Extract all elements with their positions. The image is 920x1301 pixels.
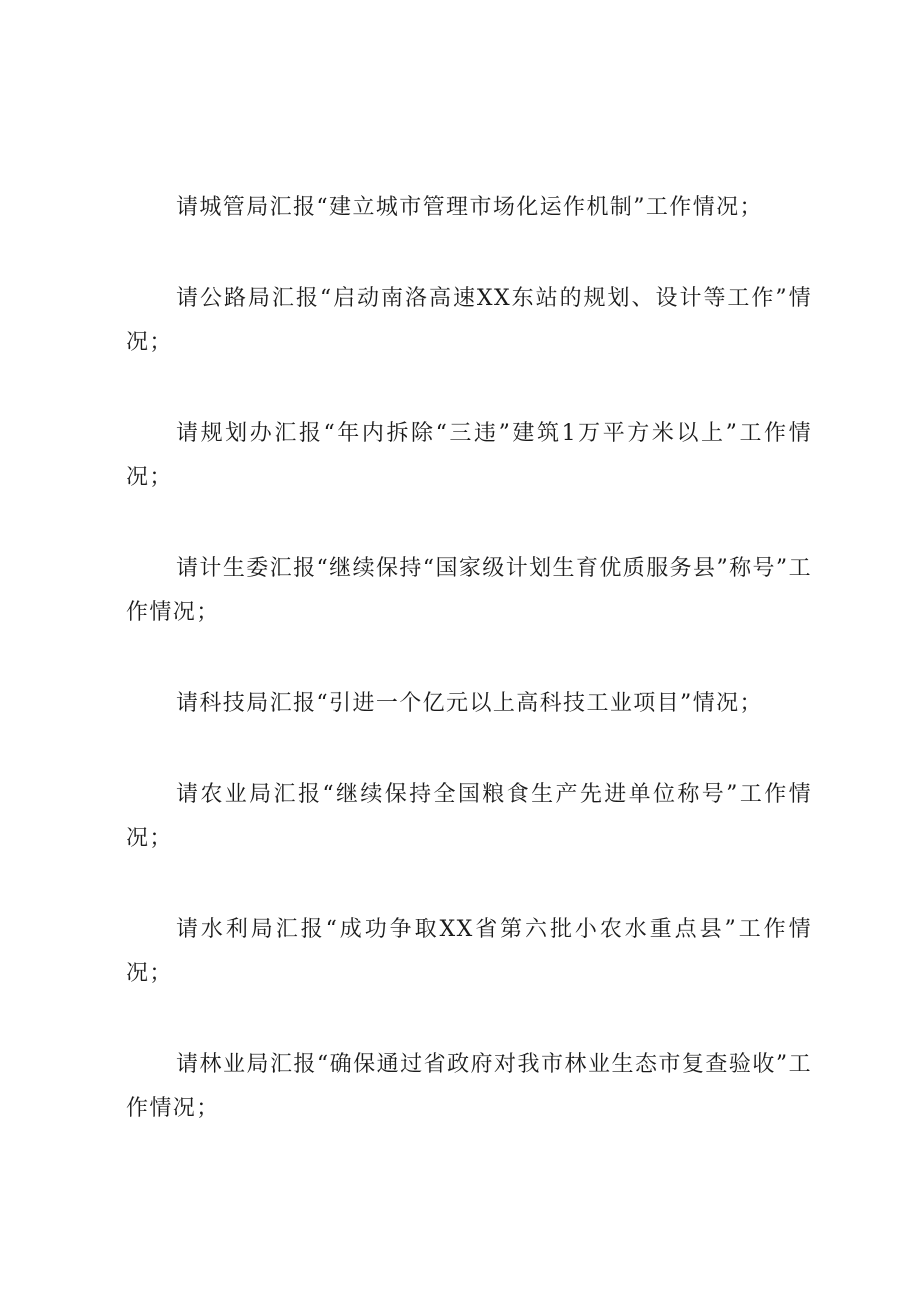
paragraph-science-technology: 请科技局汇报“引进一个亿元以上高科技工业项目”情况； — [176, 691, 763, 716]
paragraph-agriculture-bureau: 请农业局汇报“继续保持全国粮食生产先进单位称号”工作情况； — [126, 782, 812, 851]
paragraph-planning-office: 请规划办汇报“年内拆除“三违”建筑1万平方米以上”工作情况； — [126, 421, 812, 490]
paragraph-highway-bureau: 请公路局汇报“启动南洛高速XX东站的规划、设计等工作”情况； — [126, 286, 812, 355]
paragraph-family-planning: 请计生委汇报“继续保持“国家级计划生育优质服务县”称号”工作情况； — [126, 556, 812, 625]
paragraph-forestry-bureau: 请林业局汇报“确保通过省政府对我市林业生态市复查验收”工作情况； — [126, 1052, 812, 1121]
document-body — [126, 186, 812, 1178]
paragraph-urban-management: 请城管局汇报“建立城市管理市场化运作机制”工作情况； — [176, 195, 763, 220]
paragraph-water-resources: 请水利局汇报“成功争取XX省第六批小农水重点县”工作情况； — [126, 917, 812, 986]
